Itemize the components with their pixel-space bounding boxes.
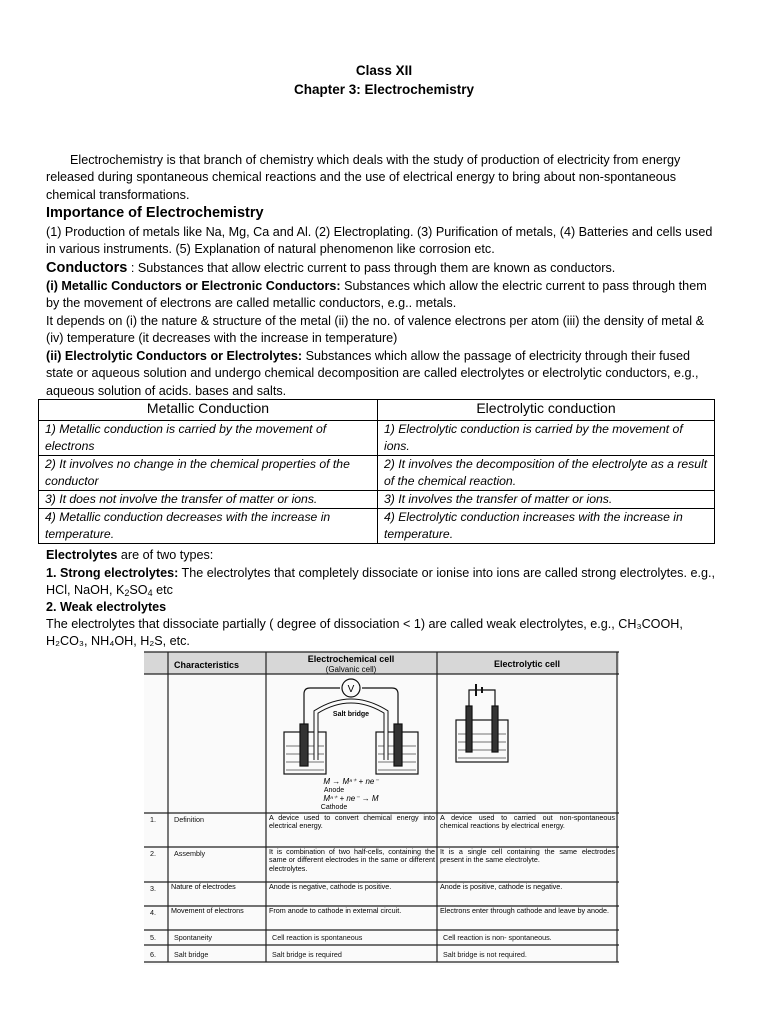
strong-electrolytes-paragraph [46, 565, 718, 600]
conductors-paragraph [46, 260, 718, 277]
table-cell: 2) It involves the decomposition of the electrolyte as a result of the chemical reaction. [378, 456, 715, 491]
weak-heading: 2. Weak electrolytes [46, 600, 167, 614]
row-number: 1. [150, 815, 156, 824]
table-cell: 3) It involves the transfer of matter or ions. [378, 491, 715, 509]
row-galvanic: It is combination of two half-cells, containing the same or different electrodes in the same or different electrolytes. [269, 848, 435, 873]
figure-header-electrolytic: Electrolytic cell [493, 659, 561, 669]
cell-comparison-figure [144, 650, 619, 965]
figure-header-galvanic-sub: (Galvanic cell) [325, 665, 377, 674]
electrolytes-intro-rest: are of two types: [117, 548, 214, 562]
row-characteristic: Movement of electrons [171, 907, 244, 915]
subscript: 2 [124, 588, 130, 599]
electrolytes-intro-bold: Electrolytes [46, 548, 118, 562]
electrolytes-intro [46, 547, 718, 564]
weak-text: The electrolytes that dissociate partially ( degree of dissociation < 1) are called weak electrolytes, e.g., CH₃COOH, H₂CO₃, NH₄OH, H₂S, etc. [46, 617, 683, 649]
row-number: 2. [150, 849, 156, 858]
table-cell: 4) Electrolytic conduction increases with the increase in temperature. [378, 509, 715, 544]
table-row [39, 456, 715, 491]
row-characteristic: Nature of electrodes [171, 883, 236, 891]
importance-heading: Importance of Electrochemistry [46, 205, 264, 221]
table-header: Metallic Conduction [39, 400, 378, 421]
row-characteristic: Assembly [174, 849, 206, 858]
strong-formula: SO [129, 583, 148, 598]
intro-paragraph: Electrochemistry is that branch of chemistry which deals with the study of production of electricity from energy released during spontaneous chemical reactions and the use of electrical energy to bring about non-spontaneous chemical transformations. [46, 153, 681, 202]
table-row [39, 509, 715, 544]
figure-header-galvanic: Electrochemical cell [307, 654, 395, 664]
conduction-comparison-table [38, 399, 715, 544]
table-header: Electrolytic conduction [378, 400, 715, 421]
strong-text: The electrolytes that completely dissociate or ionise into ions are called strong electrolytes. e.g., HCl, NaOH, K [46, 566, 715, 598]
row-electrolytic: Salt bridge is not required. [443, 950, 527, 959]
table-row [39, 491, 715, 509]
row-electrolytic: Electrons enter through cathode and leave by anode. [440, 907, 610, 915]
metallic-conductors-paragraph [46, 278, 718, 313]
row-characteristic: Spontaneity [174, 933, 212, 942]
row-galvanic: From anode to cathode in external circuit. [269, 907, 402, 915]
table-cell: 4) Metallic conduction decreases with the increase in temperature. [39, 509, 378, 544]
voltmeter-label: V [347, 684, 355, 695]
anode-equation: M → Mⁿ⁺ + ne⁻ [323, 777, 379, 786]
table-header-row [39, 400, 715, 421]
row-characteristic: Definition [174, 815, 204, 824]
row-electrolytic: It is a single cell containing the same electrodes present in the same electrolyte. [440, 848, 615, 865]
class-title: Class XII [355, 63, 413, 78]
electrolytic-text: Substances which allow the passage of electricity through their fused state or aqueous solution and undergo chemical decomposition are called electrolytes or electrolytic conductors, e.g., aqueous solution of acids. bases and salts. [46, 349, 699, 398]
conductors-text: : Substances that allow electric current to pass through them are known as conductors. [127, 261, 616, 275]
metallic-heading: (i) Metallic Conductors or Electronic Conductors: [46, 279, 341, 293]
row-electrolytic: A device used to carried out non-spontaneous chemical reactions by electrical energy. [440, 814, 615, 831]
strong-end: etc [152, 583, 173, 598]
electrolytic-heading: (ii) Electrolytic Conductors or Electrolytes: [46, 349, 303, 363]
cathode-label: Cathode [320, 804, 348, 811]
strong-heading: 1. Strong electrolytes: [46, 566, 179, 580]
row-number: 4. [150, 908, 156, 917]
importance-text: (1) Production of metals like Na, Mg, Ca and Al. (2) Electroplating. (3) Purification of metals, (4) Batteries and cells used in various instruments. (5) Explanation of natural phenomenon like corrosion etc. [46, 225, 713, 257]
figure-header-characteristics: Characteristics [174, 660, 240, 670]
row-galvanic: Salt bridge is required [272, 950, 342, 959]
table-cell: 1) Metallic conduction is carried by the movement of electrons [39, 421, 378, 456]
electrolytic-conductors-paragraph [46, 348, 718, 400]
row-electrolytic: Anode is positive, cathode is negative. [440, 883, 563, 891]
row-galvanic: Cell reaction is spontaneous [272, 933, 363, 942]
row-number: 5. [150, 933, 156, 942]
table-cell: 3) It does not involve the transfer of matter or ions. [39, 491, 378, 509]
subscript: 4 [147, 588, 153, 599]
conductors-heading: Conductors [46, 260, 128, 276]
depends-text: It depends on (i) the nature & structure of the metal (ii) the no. of valence electrons per atom (iii) the density of metal & (iv) temperature (it decreases with the increase in temperature) [46, 314, 704, 346]
row-galvanic: A device used to convert chemical energy into electrical energy. [269, 814, 435, 831]
row-characteristic: Salt bridge [174, 950, 209, 959]
anode-label: Anode [323, 787, 345, 794]
salt-bridge-label: Salt bridge [332, 711, 370, 718]
table-cell: 2) It involves no change in the chemical properties of the conductor [39, 456, 378, 491]
table-cell: 1) Electrolytic conduction is carried by the movement of ions. [378, 421, 715, 456]
metallic-text: Substances which allow the electric current to pass through them by the movement of electrons are called metallic conductors, e.g.. metals. [46, 279, 707, 311]
cathode-equation: Mⁿ⁺ + ne⁻ → M [323, 794, 379, 803]
row-electrolytic: Cell reaction is non- spontaneous. [443, 933, 552, 942]
row-number: 3. [150, 884, 156, 893]
table-row [39, 421, 715, 456]
chapter-title: Chapter 3: Electrochemistry [293, 82, 475, 97]
row-number: 6. [150, 950, 156, 959]
row-galvanic: Anode is negative, cathode is positive. [269, 883, 392, 891]
